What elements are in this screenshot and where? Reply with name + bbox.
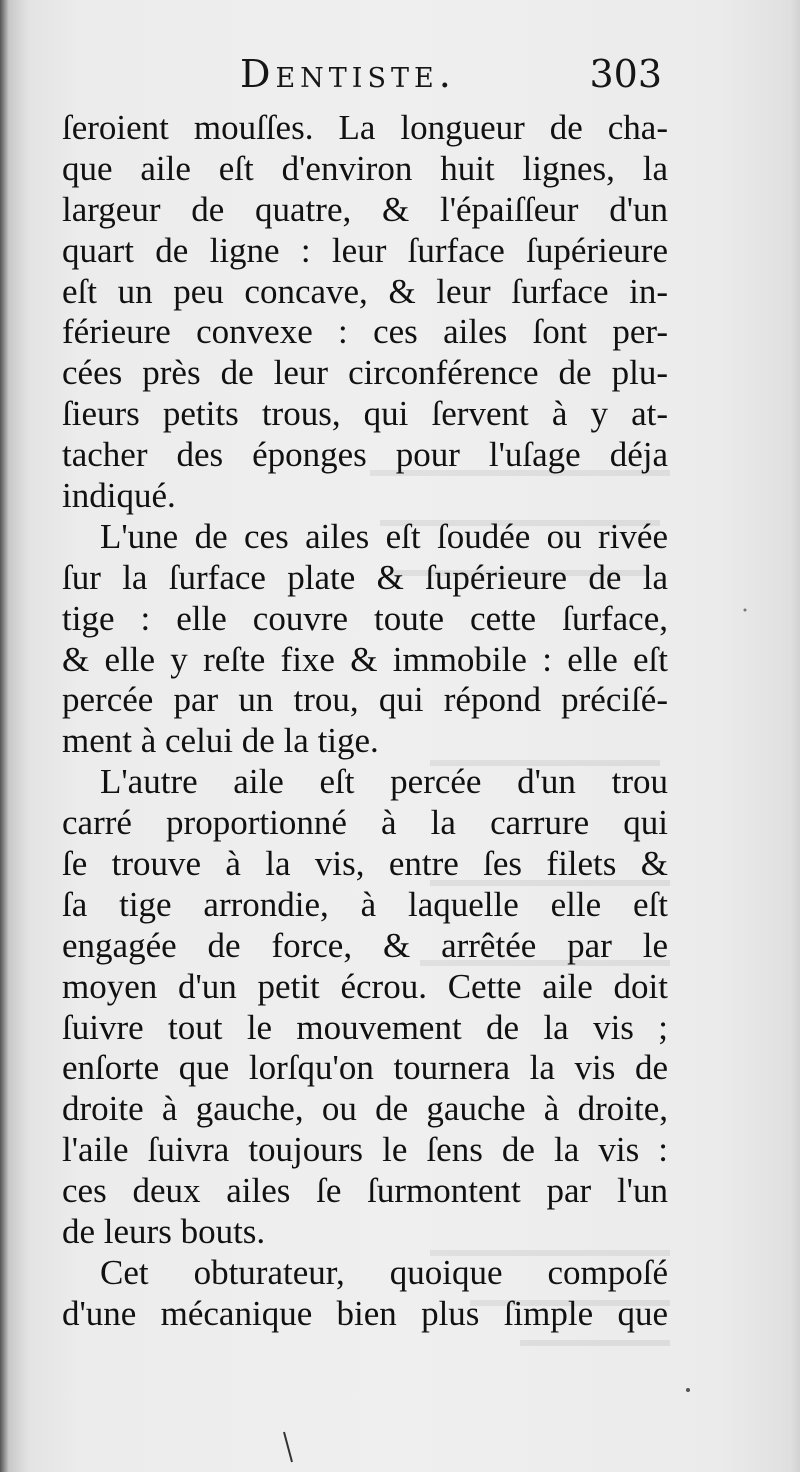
text-line: ſieurs petits trous, qui ſervent à y at- (62, 394, 668, 434)
text-line: tacher des éponges pour l'uſage déja (62, 435, 668, 475)
text-line: & elle y reſte fixe & immobile : elle eſt (62, 639, 668, 679)
text-line: L'une de ces ailes eſt ſoudée ou rivée (100, 516, 668, 556)
text-line: ſuivre tout le mouvement de la vis ; (62, 1007, 668, 1047)
body-text (62, 108, 668, 1335)
text-line: cées près de leur circonférence de plu- (62, 353, 668, 393)
text-line: d'une mécanique bien plus ſimple que (62, 1293, 668, 1333)
text-line: ſa tige arrondie, à laquelle elle eſt (62, 884, 668, 924)
text-line: tige : elle couvre toute cette ſurface, (62, 598, 668, 638)
text-line: l'aile ſuivra toujours le ſens de la vis : (62, 1130, 668, 1170)
text-line: ment à celui de la tige. (62, 721, 379, 761)
text-line: percée par un trou, qui répond préciſé- (62, 680, 668, 720)
page-header (60, 52, 660, 112)
page-gutter-shadow (0, 0, 8, 1472)
text-line: ſe trouve à la vis, entre ſes filets & (62, 844, 668, 884)
text-line: indiqué. (62, 476, 176, 516)
text-line: que aile eſt d'environ huit lignes, la (62, 148, 668, 188)
text-line: quart de ligne : leur ſurface ſupérieure (62, 230, 668, 270)
text-line: ſeroient mouſſes. La longueur de cha- (62, 108, 668, 147)
text-line: moyen d'un petit écrou. Cette aile doit (62, 966, 668, 1006)
running-title: Dentiste. (240, 52, 456, 96)
text-line: carré proportionné à la carrure qui (62, 803, 668, 843)
text-line: droite à gauche, ou de gauche à droite, (62, 1089, 668, 1129)
text-line: largeur de quatre, & l'épaiſſeur d'un (62, 189, 668, 229)
text-line: ſur la ſurface plate & ſupérieure de la (62, 557, 668, 597)
text-line: de leurs bouts. (62, 1212, 266, 1252)
text-line: ces deux ailes ſe ſurmontent par l'un (62, 1171, 668, 1211)
text-line: eſt un peu concave, & leur ſurface in- (62, 271, 668, 311)
text-line: férieure convexe : ces ailes ſont per- (62, 312, 668, 352)
page-number: 303 (589, 52, 662, 96)
text-line: engagée de force, & arrêtée par le (62, 925, 668, 965)
text-line: L'autre aile eſt percée d'un trou (100, 762, 668, 802)
text-line: Cet obturateur, quoique compoſé (100, 1252, 668, 1292)
text-line: enſorte que lorſqu'on tournera la vis de (62, 1048, 668, 1088)
